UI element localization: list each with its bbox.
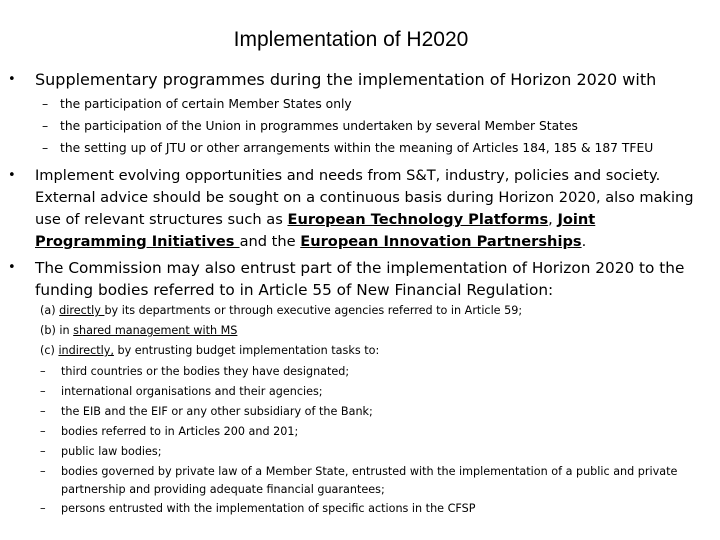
dash-icon: – xyxy=(40,502,46,515)
entrust-item-text: persons entrusted with the implementation of specific actions in the CFSP xyxy=(61,502,476,515)
option-text: by its departments or through executive agencies referred to in Article 59; xyxy=(104,304,523,317)
dash-icon: – xyxy=(40,465,46,478)
separator-text: , xyxy=(548,211,558,228)
bullet-text xyxy=(35,165,700,253)
dash-icon: – xyxy=(40,425,46,438)
entrust-item xyxy=(40,403,700,421)
bullet-text-part: and the xyxy=(239,233,301,250)
entrust-item xyxy=(40,443,700,461)
entrust-item-text: third countries or the bodies they have designated; xyxy=(61,365,350,378)
sub-item-text: the setting up of JTU or other arrangements within the meaning of Articles 184, 185 & 187 TFEU xyxy=(60,141,654,155)
bullet-text-end: . xyxy=(581,233,587,250)
entrust-item xyxy=(40,383,700,401)
entrust-item-text: the EIB and the EIF or any other subsidiary of the Bank; xyxy=(61,405,373,418)
sub-item-text: the participation of certain Member States only xyxy=(60,97,352,111)
link-shared-management[interactable]: shared management with MS xyxy=(73,324,238,337)
link-directly[interactable]: directly xyxy=(59,304,105,317)
dash-icon: – xyxy=(40,445,46,458)
link-indirectly[interactable]: indirectly, xyxy=(58,344,114,357)
sub-item xyxy=(42,140,653,156)
option-label: (b) in xyxy=(40,324,74,337)
dash-icon: – xyxy=(42,97,49,111)
entrust-item xyxy=(40,423,700,441)
entrust-item-text: international organisations and their agencies; xyxy=(61,385,323,398)
option-b xyxy=(40,323,237,339)
dash-icon: – xyxy=(42,141,49,155)
entrust-item-text: public law bodies; xyxy=(61,445,162,458)
bullet-icon: • xyxy=(8,72,16,87)
sub-item xyxy=(42,96,352,112)
bullet-text-part: Implement evolving opportunities and needs from S&T, industry, policies and society. External advice should be sought on a continuous basis during Horizon 2020, also making use of relevant structures such as xyxy=(35,167,694,228)
dash-icon: – xyxy=(40,365,46,378)
bullet-text: Supplementary programmes during the implementation of Horizon 2020 with xyxy=(35,70,657,89)
entrust-item-text: bodies governed by private law of a Member State, entrusted with the implementation of a public and private partnership and providing adequate financial guarantees; xyxy=(61,465,678,496)
bullet-commission xyxy=(8,257,710,303)
entrust-item xyxy=(40,463,700,499)
sub-item-text: the participation of the Union in programmes undertaken by several Member States xyxy=(60,119,578,133)
entrust-item-text: bodies referred to in Articles 200 and 201; xyxy=(61,425,299,438)
dash-icon: – xyxy=(40,405,46,418)
entrust-item xyxy=(40,500,700,518)
dash-icon: – xyxy=(42,119,49,133)
option-text: by entrusting budget implementation tasks to: xyxy=(113,344,380,357)
option-c xyxy=(40,343,379,359)
bullet-icon: • xyxy=(8,168,16,183)
option-label: (a) xyxy=(40,304,60,317)
bullet-text: The Commission may also entrust part of the implementation of Horizon 2020 to the funding bodies referred to in Article 55 of New Financial Regulation: xyxy=(35,259,685,299)
dash-icon: – xyxy=(40,385,46,398)
link-european-innovation-partnerships[interactable]: European Innovation Partnerships xyxy=(300,233,582,250)
slide-title: Implementation of H2020 xyxy=(233,28,469,51)
bullet-supplementary xyxy=(8,69,708,91)
link-european-technology-platforms[interactable]: European Technology Platforms xyxy=(287,211,549,228)
bullet-implement xyxy=(8,165,710,255)
option-label: (c) xyxy=(40,344,59,357)
bullet-icon: • xyxy=(8,260,16,275)
link-joint-programming-initiatives[interactable]: Joint Programming Initiatives xyxy=(35,211,596,250)
sub-item xyxy=(42,118,578,134)
option-a xyxy=(40,303,522,319)
entrust-item xyxy=(40,363,700,381)
